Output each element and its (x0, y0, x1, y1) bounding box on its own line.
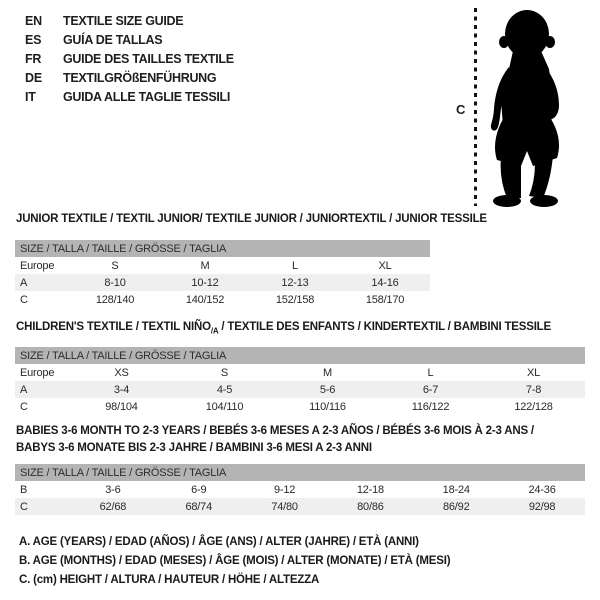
size-header-bar: SIZE / TALLA / TAILLE / GRÖSSE / TAGLIA (15, 240, 430, 257)
size-cell: M (200, 259, 210, 272)
age-cell: 3-6 (105, 483, 121, 496)
language-code: IT (25, 89, 36, 104)
size-cell: XL (526, 366, 541, 379)
height-cell: 116/122 (411, 400, 450, 413)
language-row-es (25, 30, 234, 49)
language-title: TEXTILE SIZE GUIDE (63, 13, 184, 28)
measure-legend (19, 533, 450, 590)
size-cell: L (427, 366, 434, 379)
babies-title-line2: BABYS 3-6 MONATE BIS 2-3 JAHRE / BAMBINI 3-6 MESI A 2-3 ANNI (16, 442, 372, 454)
row-label: C (20, 293, 28, 306)
language-code: EN (25, 13, 42, 28)
language-title: GUÍA DE TALLAS (63, 32, 163, 47)
language-title: GUIDA ALLE TAGLIE TESSILI (63, 89, 231, 104)
age-cell: 7-8 (525, 383, 542, 396)
height-cell: 68/74 (185, 500, 212, 513)
row-label: A (20, 383, 28, 396)
height-cell: 92/98 (528, 500, 556, 513)
height-cell: 122/128 (514, 400, 553, 413)
row-label: C (20, 500, 28, 513)
height-measure-figure (450, 0, 600, 215)
children-title-text: / TEXTILE DES ENFANTS / KINDERTEXTIL / BAMBINI TESSILE (218, 321, 551, 333)
size-cell: M (323, 366, 332, 379)
row-label: A (20, 276, 28, 289)
language-code: FR (25, 51, 42, 66)
language-row-de (25, 68, 234, 87)
legend-line-c: C. (cm) HEIGHT / ALTURA / HAUTEUR / HÖHE / ALTEZZA (19, 574, 320, 586)
height-cell: 158/170 (365, 293, 405, 306)
height-cell: 140/152 (185, 293, 225, 306)
age-cell: 24-36 (528, 483, 556, 496)
language-title: TEXTILGRÖßENFÜHRUNG (63, 70, 217, 85)
age-cell: 8-10 (104, 276, 126, 289)
age-cell: 6-7 (422, 383, 439, 396)
measure-c-label: C (456, 102, 466, 117)
row-label: Europe (20, 366, 55, 379)
height-cell: 104/110 (205, 400, 244, 413)
row-label: B (20, 483, 28, 496)
age-cell: 14-16 (371, 276, 399, 289)
table-row-age (15, 274, 430, 291)
language-row-it (25, 87, 234, 106)
table-row-age-months (15, 481, 585, 498)
height-cell: 74/80 (271, 500, 298, 513)
age-cell: 9-12 (273, 483, 296, 496)
age-cell: 6-9 (191, 483, 207, 496)
age-cell: 12-13 (281, 276, 309, 289)
junior-size-table (15, 240, 430, 308)
size-header-bar: SIZE / TALLA / TAILLE / GRÖSSE / TAGLIA (15, 347, 585, 364)
babies-section-title (16, 423, 591, 457)
language-title-list (25, 11, 234, 106)
age-cell: 3-4 (113, 383, 130, 396)
legend-line-a: A. AGE (YEARS) / EDAD (AÑOS) / ÂGE (ANS) / ALTER (JAHRE) / ETÀ (ANNI) (19, 536, 419, 548)
height-cell: 80/86 (357, 500, 384, 513)
junior-title-text: JUNIOR TEXTILE / TEXTIL JUNIOR/ TEXTILE JUNIOR / JUNIORTEXTIL / JUNIOR TESSILE (16, 213, 487, 225)
row-label: C (20, 400, 28, 413)
table-row-height (15, 498, 585, 515)
height-cell: 62/68 (99, 500, 127, 513)
language-title: GUIDE DES TAILLES TEXTILE (63, 51, 234, 66)
table-row-europe (15, 257, 430, 274)
age-cell: 12-18 (356, 483, 384, 496)
table-row-height (15, 398, 585, 415)
language-row-fr (25, 49, 234, 68)
age-cell: 4-5 (216, 383, 233, 396)
size-cell: L (292, 259, 298, 272)
legend-line-b: B. AGE (MONTHS) / EDAD (MESES) / ÂGE (MOIS) / ALTER (MONATE) / ETÀ (MESI) (19, 555, 451, 567)
height-cell: 86/92 (442, 500, 470, 513)
babies-title-line1: BABIES 3-6 MONTH TO 2-3 YEARS / BEBÉS 3-6 MESES A 2-3 AÑOS / BÉBÉS 3-6 MOIS À 2-3 ANS / (16, 425, 534, 437)
table-row-europe (15, 364, 585, 381)
age-cell: 18-24 (442, 483, 470, 496)
junior-section-title (16, 211, 591, 228)
age-cell: 10-12 (191, 276, 219, 289)
age-cell: 5-6 (319, 383, 336, 396)
children-size-table (15, 347, 585, 415)
language-code: DE (25, 70, 42, 85)
language-row-en (25, 11, 234, 30)
table-row-age (15, 381, 585, 398)
baby-silhouette-icon (481, 7, 573, 208)
children-title-subscript: /A (210, 326, 219, 336)
children-title-text: CHILDREN'S TEXTILE / TEXTIL NIÑO (16, 321, 211, 333)
height-cell: 98/104 (105, 400, 138, 413)
babies-size-table (15, 464, 585, 515)
language-code: ES (25, 32, 42, 47)
size-header-bar: SIZE / TALLA / TAILLE / GRÖSSE / TAGLIA (15, 464, 585, 481)
table-row-height (15, 291, 430, 308)
size-cell: XL (378, 259, 392, 272)
height-cell: 128/140 (95, 293, 135, 306)
row-label: Europe (20, 259, 55, 272)
children-section-title (16, 319, 591, 339)
height-cell: 152/158 (275, 293, 315, 306)
height-cell: 110/116 (309, 400, 346, 413)
size-cell: XS (114, 366, 129, 379)
dashed-height-line (474, 8, 477, 206)
size-cell: S (111, 259, 119, 272)
size-cell: S (220, 366, 229, 379)
